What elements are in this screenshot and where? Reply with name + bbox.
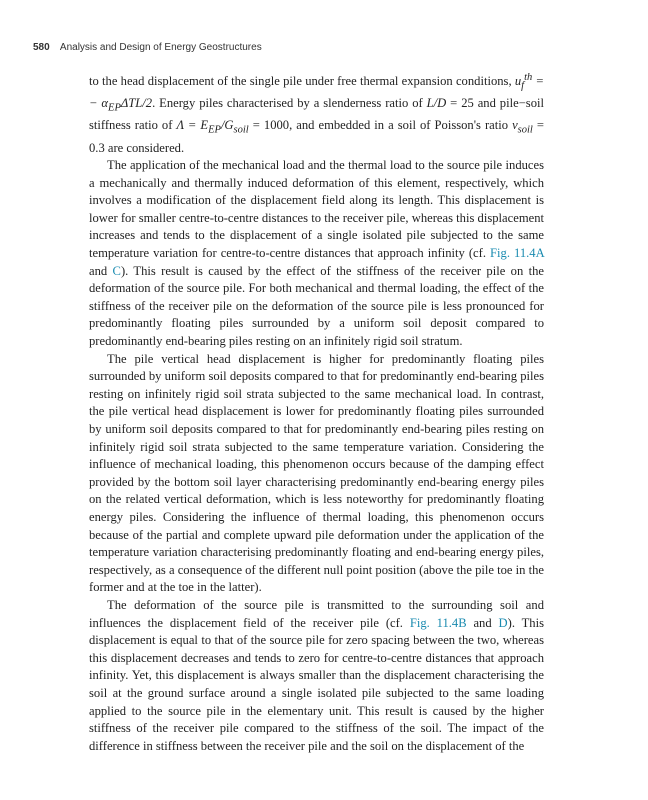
paragraph-4-text-1: The deformation of the source pile is transmitted to the surrounding soil and influences the displacement field of the receiver pile (cf. bbox=[89, 597, 544, 630]
paragraph-2-text-3: ). This result is caused by the effect of the stiffness of the receiver pile on the deformation of the source pile. For both mechanical and thermal loading, the effect of the stiffness of the receiver pile on the deformation of the source pile is less pronounced for predominantly floating piles surrounded by a uniform soil deposit compared to predominantly end-bearing piles resting on an infinitely rigid soil stratum. bbox=[89, 263, 544, 349]
figure-link-11-4b[interactable]: Fig. 11.4B bbox=[409, 615, 467, 630]
running-head bbox=[33, 42, 262, 53]
paragraph-4-text-3: ). This displacement is equal to that of the source pile for zero spacing between the two, whereas this displacement decreases and tends to zero for centre-to-centre distances that approach infinity. Yet, this displacement is always smaller than the displacement characterising the soil at the ground surface around a single isolated pile subjected to the same loading applied to the source pile in the elementary unit. This result is caused by the higher stiffness of the receiver pile compared to the stiffness of the soil. The impact of the difference in stiffness between the receiver pile and the soil on the displacement of the bbox=[89, 615, 544, 753]
head-displacement-formula: $u_f^{th}$ = − $\alpha_{EP}\Delta TL/2$ bbox=[89, 72, 544, 114]
paragraph-2-text-1: The application of the mechanical load and the thermal load to the source pile induces a mechanically and thermally induced deformation of this element, respectively, which involves a modification of the displacement field along its length. This displacement is lower for smaller centre-to-centre distances to the receiver pile, whereas this displacement increases and tends to the displacement of a single isolated pile subjected to the same temperature variation for centre-to-centre distances that approach infinity (cf. bbox=[89, 158, 544, 261]
paragraph-2-text-2: and bbox=[89, 263, 113, 278]
body-text bbox=[89, 69, 544, 755]
paragraph-1 bbox=[89, 69, 544, 157]
paragraph-1-text-3: = 25 and pile−soil stiffness ratio of bbox=[89, 96, 544, 133]
book-title: Analysis and Design of Energy Geostructures bbox=[59, 42, 262, 53]
paragraph-4-text-2: and bbox=[466, 615, 499, 630]
figure-link-11-4c[interactable]: C bbox=[112, 263, 121, 278]
paragraph-1-text-5: = 0.3 are considered. bbox=[89, 118, 544, 155]
stiffness-ratio-formula: $\Lambda = E_{EP}/G_{soil}$ bbox=[176, 118, 249, 136]
figure-link-11-4a[interactable]: Fig. 11.4A bbox=[490, 246, 544, 261]
paragraph-3: The pile vertical head displacement is higher for predominantly floating piles surrounded by uniform soil deposits compared to that for predominantly end-bearing piles resting on infinitely rigid soil strata subjected to the same mechanical load. In contrast, the pile vertical head displacement is lower for predominantly floating piles surrounded by uniform soil deposits compared to that for predominantly end-bearing piles resting on infinitely rigid soil strata subjected to the same temperature variation. Considering the influence of mechanical loading, this phenomenon occurs because of the damping effect provided by the bottom soil layer characterising predominantly end-bearing energy piles on the related vertical deformation, which is less noteworthy for predominantly floating energy piles. Considering the influence of thermal loading, this phenomenon occurs because of the partial and complete upward pile deformation under the application of the temperature variation characterising predominantly floating and end-bearing energy piles, respectively, as a consequence of the different null point position (above the pile toe in the former and at the toe in the latter). bbox=[89, 351, 544, 595]
figure-link-11-4d[interactable]: D bbox=[498, 615, 508, 630]
paragraph-1-text-2: . Energy piles characterised by a slenderness ratio of bbox=[152, 96, 427, 111]
slenderness-symbol: L/D bbox=[426, 96, 447, 111]
poisson-ratio-symbol: $\nu_{soil}$ bbox=[512, 118, 533, 136]
paragraph-2 bbox=[89, 157, 544, 351]
paragraph-1-text-1: to the head displacement of the single pile under free thermal expansion conditions, bbox=[89, 74, 512, 89]
paragraph-1-text-4: = 1000, and embedded in a soil of Poisson's ratio bbox=[248, 118, 513, 133]
page-number: 580 bbox=[33, 42, 50, 53]
paragraph-4 bbox=[89, 597, 544, 755]
